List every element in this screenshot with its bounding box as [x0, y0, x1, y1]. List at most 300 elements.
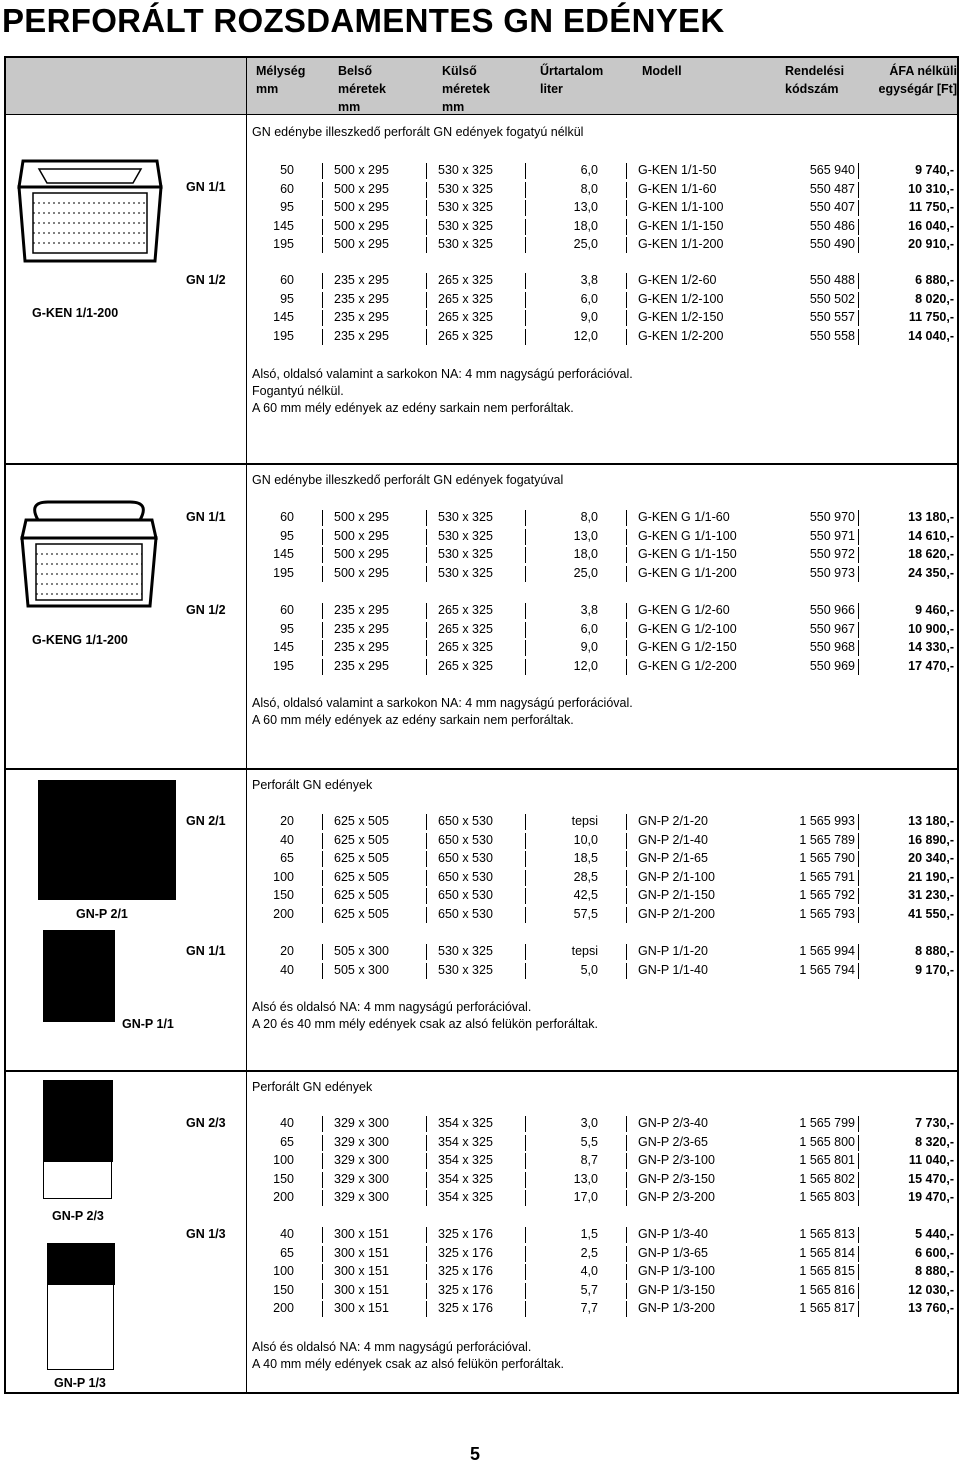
cell-depth: 150	[273, 1282, 294, 1297]
cell-border	[626, 292, 627, 308]
cell-inner: 505 x 300	[334, 944, 389, 958]
cell-border	[858, 1246, 859, 1262]
cell-model: GN-P 2/1-200	[638, 906, 715, 921]
cell-code: 1 565 815	[799, 1264, 855, 1278]
cell-volume: 42,5	[573, 888, 598, 902]
table-row	[0, 273, 960, 291]
cell-price: 9 740,-	[915, 163, 954, 177]
cell-outer: 530 x 325	[438, 528, 493, 543]
header-volume: Űrtartalom liter	[540, 64, 604, 96]
cell-border	[322, 944, 323, 960]
cell-border	[322, 566, 323, 582]
cell-border	[322, 659, 323, 675]
cell-model: GN-P 2/3-150	[638, 1171, 715, 1186]
cell-border	[322, 1264, 323, 1280]
cell-border	[858, 182, 859, 198]
cell-inner: 625 x 505	[334, 832, 389, 847]
cell-border	[858, 1190, 859, 1206]
cell-code: 1 565 994	[799, 944, 855, 958]
cell-border	[322, 529, 323, 545]
cell-depth: 95	[280, 291, 294, 306]
cell-border	[626, 659, 627, 675]
cell-volume: 8,0	[580, 510, 598, 524]
cell-border	[858, 1116, 859, 1132]
cell-border	[426, 1246, 427, 1262]
cell-price: 11 750,-	[908, 310, 954, 324]
cell-inner: 235 x 295	[334, 640, 389, 654]
section-title: GN edénybe illeszkedő perforált GN edények fogatyúval	[252, 473, 564, 487]
table-row	[0, 622, 960, 640]
cell-border	[322, 547, 323, 563]
cell-model: G-KEN 1/2-100	[638, 291, 724, 306]
cell-volume: 6,0	[580, 291, 598, 306]
cell-border	[858, 833, 859, 849]
cell-volume: 18,0	[573, 218, 598, 233]
cell-border	[525, 510, 526, 526]
cell-depth: 145	[273, 547, 294, 561]
cell-border	[322, 888, 323, 904]
table-row	[0, 851, 960, 869]
cell-inner: 500 x 295	[334, 218, 389, 233]
cell-model: G-KEN 1/2-60	[638, 273, 717, 287]
table-row	[0, 547, 960, 565]
cell-border	[525, 659, 526, 675]
cell-border	[426, 200, 427, 216]
cell-volume: 6,0	[580, 621, 598, 636]
cell-price: 14 040,-	[908, 328, 954, 343]
group-label: GN 2/3	[186, 1116, 226, 1130]
cell-code: 1 565 802	[799, 1171, 855, 1186]
cell-border	[858, 851, 859, 867]
cell-price: 14 610,-	[908, 528, 954, 543]
cell-volume: 13,0	[573, 528, 598, 543]
cell-border	[322, 182, 323, 198]
cell-inner: 329 x 300	[334, 1171, 389, 1186]
cell-model: GN-P 1/1-20	[638, 944, 708, 958]
cell-depth: 60	[280, 603, 294, 617]
cell-price: 11 040,-	[908, 1153, 954, 1167]
cell-model: GN-P 2/1-65	[638, 851, 708, 865]
cell-code: 550 969	[809, 658, 855, 673]
cell-border	[525, 907, 526, 923]
cell-outer: 265 x 325	[438, 273, 493, 287]
cell-code: 550 966	[809, 603, 855, 617]
cell-border	[426, 622, 427, 638]
cell-border	[322, 1246, 323, 1262]
cell-outer: 325 x 176	[438, 1301, 493, 1315]
cell-outer: 530 x 325	[438, 565, 493, 580]
cell-price: 13 180,-	[908, 510, 954, 524]
cell-border	[426, 907, 427, 923]
cell-border	[626, 1246, 627, 1262]
table-row	[0, 640, 960, 658]
cell-inner: 235 x 295	[334, 310, 389, 324]
header-price: ÁFA nélküli egységár [Ft]	[878, 64, 957, 96]
table-row	[0, 1227, 960, 1245]
cell-border	[626, 1264, 627, 1280]
cell-border	[426, 963, 427, 979]
cell-depth: 145	[273, 310, 294, 324]
cell-border	[858, 963, 859, 979]
section-title: GN edénybe illeszkedő perforált GN edények fogatyú nélkül	[252, 125, 584, 139]
cell-border	[525, 200, 526, 216]
cell-code: 550 972	[809, 547, 855, 561]
cell-border	[426, 547, 427, 563]
cell-outer: 530 x 325	[438, 547, 493, 561]
cell-outer: 530 x 325	[438, 510, 493, 524]
cell-border	[525, 1153, 526, 1169]
cell-border	[525, 1283, 526, 1299]
cell-border	[858, 510, 859, 526]
cell-volume: 9,0	[580, 640, 598, 654]
cell-inner: 329 x 300	[334, 1134, 389, 1149]
cell-border	[322, 237, 323, 253]
cell-border	[626, 944, 627, 960]
cell-border	[322, 1283, 323, 1299]
cell-inner: 235 x 295	[334, 621, 389, 636]
cell-volume: 3,0	[580, 1116, 598, 1130]
table-row	[0, 310, 960, 328]
cell-depth: 150	[273, 888, 294, 902]
cell-border	[322, 1227, 323, 1243]
cell-border	[525, 963, 526, 979]
cell-code: 550 557	[809, 310, 855, 324]
cell-depth: 40	[280, 832, 294, 847]
cell-code: 1 565 816	[799, 1282, 855, 1297]
cell-volume: 13,0	[573, 200, 598, 214]
cell-model: G-KEN G 1/2-200	[638, 658, 737, 673]
cell-outer: 354 x 325	[438, 1171, 493, 1186]
cell-inner: 500 x 295	[334, 565, 389, 580]
cell-model: G-KEN 1/1-150	[638, 218, 724, 233]
image-caption: GN-P 2/1	[76, 907, 128, 921]
cell-model: G-KEN G 1/1-150	[638, 547, 737, 561]
cell-code: 1 565 817	[799, 1301, 855, 1315]
cell-inner: 300 x 151	[334, 1264, 389, 1278]
section-divider	[6, 463, 957, 465]
cell-border	[322, 1116, 323, 1132]
table-row	[0, 566, 960, 584]
cell-inner: 329 x 300	[334, 1190, 389, 1204]
cell-price: 17 470,-	[908, 658, 954, 673]
cell-border	[858, 200, 859, 216]
cell-model: G-KEN G 1/2-100	[638, 621, 737, 636]
table-row	[0, 237, 960, 255]
cell-border	[525, 273, 526, 289]
cell-border	[858, 659, 859, 675]
cell-inner: 300 x 151	[334, 1227, 389, 1241]
cell-code: 550 558	[809, 328, 855, 343]
cell-border	[626, 888, 627, 904]
cell-border	[426, 1153, 427, 1169]
cell-inner: 500 x 295	[334, 200, 389, 214]
cell-border	[426, 851, 427, 867]
cell-model: G-KEN G 1/2-60	[638, 603, 730, 617]
cell-border	[626, 547, 627, 563]
cell-depth: 150	[273, 1171, 294, 1186]
cell-depth: 60	[280, 273, 294, 287]
table-row	[0, 329, 960, 347]
cell-inner: 300 x 151	[334, 1282, 389, 1297]
cell-code: 1 565 814	[799, 1245, 855, 1260]
cell-model: GN-P 1/3-200	[638, 1301, 715, 1315]
table-row	[0, 870, 960, 888]
table-row	[0, 833, 960, 851]
cell-volume: 10,0	[573, 832, 598, 847]
cell-outer: 354 x 325	[438, 1153, 493, 1167]
cell-price: 7 730,-	[915, 1116, 954, 1130]
cell-border	[626, 870, 627, 886]
cell-border	[426, 163, 427, 179]
cell-border	[626, 310, 627, 326]
cell-outer: 325 x 176	[438, 1264, 493, 1278]
cell-depth: 95	[280, 200, 294, 214]
cell-volume: 12,0	[573, 658, 598, 673]
cell-outer: 265 x 325	[438, 603, 493, 617]
cell-model: G-KEN G 1/1-60	[638, 510, 730, 524]
cell-border	[322, 200, 323, 216]
cell-outer: 530 x 325	[438, 944, 493, 958]
cell-model: G-KEN 1/1-50	[638, 163, 717, 177]
cell-code: 1 565 790	[799, 851, 855, 865]
cell-code: 550 490	[809, 237, 855, 251]
cell-border	[322, 851, 323, 867]
cell-inner: 505 x 300	[334, 962, 389, 977]
table-row	[0, 1246, 960, 1264]
cell-code: 550 502	[809, 291, 855, 306]
cell-inner: 235 x 295	[334, 658, 389, 673]
cell-inner: 625 x 505	[334, 869, 389, 884]
cell-depth: 20	[280, 944, 294, 958]
cell-border	[858, 566, 859, 582]
table-row	[0, 219, 960, 237]
cell-model: GN-P 2/1-150	[638, 888, 715, 902]
section-divider	[6, 768, 957, 770]
cell-border	[322, 833, 323, 849]
cell-border	[858, 1283, 859, 1299]
cell-border	[426, 237, 427, 253]
cell-outer: 354 x 325	[438, 1134, 493, 1149]
cell-price: 10 310,-	[908, 181, 954, 196]
cell-price: 15 470,-	[908, 1171, 954, 1186]
header-outer: Külső méretek mm	[442, 64, 490, 114]
cell-border	[322, 292, 323, 308]
cell-price: 16 040,-	[908, 218, 954, 233]
cell-border	[426, 273, 427, 289]
cell-model: GN-P 1/3-40	[638, 1227, 708, 1241]
cell-border	[322, 907, 323, 923]
group-label: GN 1/1	[186, 944, 226, 958]
cell-volume: 28,5	[573, 869, 598, 884]
cell-outer: 325 x 176	[438, 1227, 493, 1241]
table-row	[0, 1172, 960, 1190]
cell-border	[858, 622, 859, 638]
cell-border	[426, 510, 427, 526]
cell-border	[626, 566, 627, 582]
cell-border	[626, 851, 627, 867]
section-title: Perforált GN edények	[252, 778, 373, 792]
table-row	[0, 814, 960, 832]
cell-border	[626, 833, 627, 849]
cell-border	[426, 640, 427, 656]
cell-border	[525, 292, 526, 308]
cell-border	[426, 292, 427, 308]
cell-price: 11 750,-	[908, 200, 954, 214]
cell-inner: 329 x 300	[334, 1116, 389, 1130]
cell-volume: 6,0	[580, 163, 598, 177]
cell-border	[525, 1135, 526, 1151]
cell-border	[525, 603, 526, 619]
cell-inner: 625 x 505	[334, 851, 389, 865]
cell-border	[626, 814, 627, 830]
cell-volume: 4,0	[580, 1264, 598, 1278]
cell-depth: 40	[280, 962, 294, 977]
cell-depth: 200	[273, 1190, 294, 1204]
cell-code: 550 971	[809, 528, 855, 543]
cell-border	[426, 1172, 427, 1188]
cell-volume: 8,0	[580, 181, 598, 196]
cell-border	[626, 163, 627, 179]
cell-outer: 265 x 325	[438, 310, 493, 324]
cell-border	[322, 219, 323, 235]
cell-price: 8 320,-	[915, 1134, 954, 1149]
section-notes: Alsó, oldalsó valamint a sarkokon NA: 4 mm nagyságú perforációval. Fogantyú nélkül. A 60 mm mély edények az edény sarkain nem perforáltak.	[252, 367, 633, 415]
cell-volume: 7,7	[580, 1301, 598, 1315]
cell-code: 550 967	[809, 621, 855, 636]
cell-border	[858, 163, 859, 179]
cell-border	[426, 870, 427, 886]
cell-volume: 57,5	[573, 906, 598, 921]
cell-border	[525, 1116, 526, 1132]
cell-model: GN-P 1/3-100	[638, 1264, 715, 1278]
cell-volume: 25,0	[573, 237, 598, 251]
cell-outer: 530 x 325	[438, 200, 493, 214]
cell-volume: tepsi	[571, 814, 598, 828]
cell-outer: 650 x 530	[438, 906, 493, 921]
cell-volume: 1,5	[580, 1227, 598, 1241]
cell-code: 1 565 801	[799, 1153, 855, 1167]
cell-border	[525, 814, 526, 830]
cell-border	[426, 310, 427, 326]
cell-border	[322, 1135, 323, 1151]
cell-border	[858, 1264, 859, 1280]
cell-price: 5 440,-	[915, 1227, 954, 1241]
group-label: GN 1/3	[186, 1227, 226, 1241]
table-row	[0, 1135, 960, 1153]
table-row	[0, 510, 960, 528]
cell-outer: 354 x 325	[438, 1116, 493, 1130]
cell-border	[525, 182, 526, 198]
cell-outer: 325 x 176	[438, 1245, 493, 1260]
cell-volume: 13,0	[573, 1171, 598, 1186]
cell-volume: 5,7	[580, 1282, 598, 1297]
cell-inner: 500 x 295	[334, 181, 389, 196]
cell-model: GN-P 1/3-150	[638, 1282, 715, 1297]
group-label: GN 1/1	[186, 510, 226, 524]
cell-inner: 500 x 295	[334, 510, 389, 524]
cell-price: 41 550,-	[908, 906, 954, 921]
cell-border	[525, 851, 526, 867]
cell-border	[426, 814, 427, 830]
cell-border	[426, 888, 427, 904]
page-number: 5	[470, 1444, 481, 1464]
table-row	[0, 944, 960, 962]
cell-outer: 530 x 325	[438, 181, 493, 196]
cell-volume: 8,7	[580, 1153, 598, 1167]
cell-outer: 650 x 530	[438, 869, 493, 884]
cell-border	[525, 833, 526, 849]
cell-border	[426, 1190, 427, 1206]
cell-inner: 300 x 151	[334, 1245, 389, 1260]
cell-inner: 235 x 295	[334, 603, 389, 617]
cell-code: 1 565 800	[799, 1134, 855, 1149]
cell-outer: 650 x 530	[438, 851, 493, 865]
cell-depth: 200	[273, 1301, 294, 1315]
cell-model: GN-P 2/1-100	[638, 869, 715, 884]
table-row	[0, 163, 960, 181]
cell-border	[525, 310, 526, 326]
cell-depth: 40	[280, 1116, 294, 1130]
cell-code: 1 565 792	[799, 888, 855, 902]
cell-code: 550 970	[809, 510, 855, 524]
header-depth: Mélység mm	[256, 64, 306, 96]
cell-border	[858, 888, 859, 904]
cell-volume: 3,8	[580, 273, 598, 287]
cell-border	[858, 870, 859, 886]
cell-depth: 50	[280, 163, 294, 177]
cell-code: 565 940	[809, 163, 855, 177]
cell-border	[858, 907, 859, 923]
cell-outer: 530 x 325	[438, 163, 493, 177]
image-caption: GN-P 2/3	[52, 1209, 104, 1223]
cell-depth: 195	[273, 328, 294, 343]
cell-border	[322, 1153, 323, 1169]
cell-code: 550 968	[809, 640, 855, 654]
cell-border	[858, 1153, 859, 1169]
cell-model: G-KEN 1/1-100	[638, 200, 724, 214]
cell-depth: 95	[280, 621, 294, 636]
cell-border	[525, 622, 526, 638]
cell-outer: 265 x 325	[438, 291, 493, 306]
section-title: Perforált GN edények	[252, 1080, 373, 1094]
cell-border	[626, 200, 627, 216]
cell-border	[322, 329, 323, 345]
cell-border	[626, 1116, 627, 1132]
cell-border	[322, 310, 323, 326]
cell-border	[525, 219, 526, 235]
header-model: Modell	[642, 64, 682, 78]
table-row	[0, 182, 960, 200]
cell-code: 1 565 993	[799, 814, 855, 828]
cell-border	[525, 237, 526, 253]
cell-depth: 60	[280, 181, 294, 196]
image-caption: G-KEN 1/1-200	[32, 306, 119, 320]
cell-model: G-KEN G 1/1-200	[638, 565, 737, 580]
table-row	[0, 1116, 960, 1134]
cell-price: 20 340,-	[908, 851, 954, 865]
cell-outer: 530 x 325	[438, 218, 493, 233]
cell-model: GN-P 2/3-40	[638, 1116, 708, 1130]
cell-code: 1 565 791	[799, 869, 855, 884]
cell-border	[525, 870, 526, 886]
header-blank-cell	[6, 58, 246, 115]
cell-border	[858, 1227, 859, 1243]
cell-border	[426, 329, 427, 345]
cell-inner: 500 x 295	[334, 547, 389, 561]
table-row	[0, 907, 960, 925]
cell-border	[426, 659, 427, 675]
cell-border	[426, 219, 427, 235]
